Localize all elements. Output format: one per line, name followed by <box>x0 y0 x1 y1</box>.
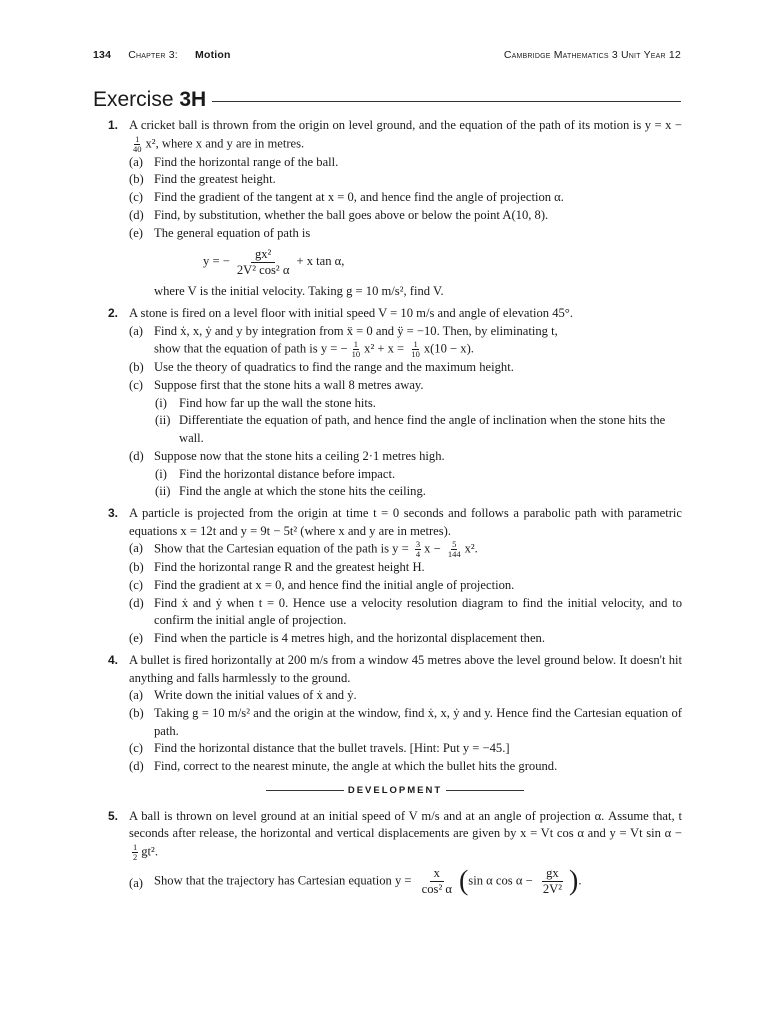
part-e <box>129 225 682 243</box>
fraction-numerator: 5 <box>452 539 457 550</box>
stem-text: A cricket ball is thrown from the origin on level ground, and the equation of the path of its motion is y = x − <box>129 118 682 132</box>
part-c <box>129 577 682 595</box>
subpart-label: (i) <box>155 395 167 410</box>
part-label: (a) <box>129 688 143 703</box>
fraction-denominator: 2V² <box>542 881 562 896</box>
subpart-d-ii <box>129 483 682 501</box>
left-paren: ( <box>458 865 469 897</box>
part-label: (a) <box>129 875 143 890</box>
fraction-numerator: 3 <box>415 539 421 550</box>
question-3 <box>108 505 682 648</box>
part-text: Write down the initial values of ẋ and ẏ. <box>154 688 357 703</box>
question-number: 1. <box>108 118 119 132</box>
fraction <box>410 340 421 359</box>
part-a <box>129 323 682 360</box>
subpart-text: Differentiate the equation of path, and hence find the angle of inclination when the stone hits the wall. <box>179 413 666 446</box>
question-stem: A bullet is fired horizontally at 200 m/s from a window 45 metres above the level ground below. It doesn't hit anything and falls harmlessly to the ground. <box>129 652 682 685</box>
book-title: Cambridge Mathematics 3 Unit Year 12 <box>503 49 681 61</box>
fraction <box>418 866 456 897</box>
subpart-label: (ii) <box>155 484 171 499</box>
question-number: 4. <box>108 652 119 667</box>
text: show that the equation of path is y = − <box>154 341 348 356</box>
part-label: (d) <box>129 759 144 774</box>
chapter-label <box>128 49 230 61</box>
part-label: (e) <box>129 631 143 646</box>
part-text: Find the gradient at x = 0, and hence find the initial angle of projection. <box>154 578 515 593</box>
part-a <box>129 540 682 559</box>
part-text: Find the greatest height. <box>154 172 276 187</box>
divider-rule-right <box>446 790 524 791</box>
fraction <box>447 540 462 559</box>
text: x². <box>464 541 478 556</box>
fraction-denominator: 2 <box>133 851 138 862</box>
exercise-id: 3H <box>179 88 207 111</box>
part-text: The general equation of path is <box>154 225 311 240</box>
fraction <box>132 135 143 154</box>
question-5 <box>108 808 682 897</box>
part-label: (c) <box>129 190 143 205</box>
part-d <box>129 448 682 466</box>
fraction-denominator: 10 <box>411 349 420 360</box>
equation-lhs: y = − <box>203 254 230 269</box>
part-text: Find ẋ, x, ẏ and y by integration from ẍ = 0 and ÿ = −10. Then, by eliminating t, <box>154 323 558 338</box>
fraction-denominator: 144 <box>447 549 461 560</box>
question-number: 2. <box>108 305 119 320</box>
part-label: (b) <box>129 560 144 575</box>
question-2 <box>108 305 682 501</box>
part-b <box>129 705 682 740</box>
part-label: (c) <box>129 741 143 756</box>
text: x(10 − x). <box>423 341 474 356</box>
fraction-numerator: 1 <box>133 841 138 852</box>
fraction <box>539 866 566 897</box>
question-4 <box>108 652 682 776</box>
part-label: (b) <box>129 172 144 187</box>
fraction-numerator: gx² <box>251 247 275 263</box>
fraction-denominator: 10 <box>351 349 361 360</box>
question-stem: A stone is fired on a level floor with initial speed V = 10 m/s and angle of elevation 45°. <box>129 305 573 320</box>
part-text: Find ẋ and ẏ when t = 0. Hence use a velocity resolution diagram to find the initial velocity, and to confirm the initial angle of projection. <box>154 595 682 628</box>
part-label: (d) <box>129 595 144 610</box>
question-1 <box>108 117 682 301</box>
question-number: 3. <box>108 505 119 520</box>
part-label: (e) <box>129 225 143 240</box>
fraction <box>132 843 138 862</box>
part-text: Suppose first that the stone hits a wall 8 metres away. <box>154 378 424 393</box>
text: sin α cos α − <box>468 873 536 888</box>
fraction-numerator: 1 <box>135 133 140 144</box>
part-label: (a) <box>129 541 143 556</box>
fraction-denominator: 2V² cos² α <box>236 262 290 277</box>
text: Show that the Cartesian equation of the path is y = <box>154 541 412 556</box>
part-b <box>129 559 682 577</box>
part-text: Find, correct to the nearest minute, the angle at which the bullet hits the ground. <box>154 759 558 774</box>
display-equation <box>129 244 682 280</box>
text: x² + x = <box>364 341 408 356</box>
part-e-continuation: where V is the initial velocity. Taking g = 10 m/s², find V. <box>154 284 444 299</box>
text: Show that the trajectory has Cartesian equation y = <box>154 873 415 888</box>
part-b <box>129 171 682 189</box>
part-label: (c) <box>129 578 143 593</box>
part-c <box>129 740 682 758</box>
fraction <box>351 340 362 359</box>
part-label: (a) <box>129 154 143 169</box>
stem-text: A ball is thrown on level ground at an initial speed of V m/s and at an angle of projection α. Assume that, t seconds after release, the horizontal and vertical displacements are given by x = Vt cos α and y = Vt sin α − <box>129 808 682 841</box>
part-a <box>129 687 682 705</box>
text: . <box>578 873 582 888</box>
question-stem: A particle is projected from the origin at time t = 0 seconds and follows a parabolic path with parametric equations x = 12t and y = 9t − 5t² (where x and y are in metres). <box>129 505 682 538</box>
chapter-title: Motion <box>195 49 231 61</box>
part-label: (c) <box>129 378 143 393</box>
page-number: 134 <box>93 49 112 61</box>
question-stem <box>129 117 682 154</box>
subpart-c-i <box>129 395 682 413</box>
part-a <box>129 154 682 172</box>
fraction-numerator: gx <box>542 866 563 882</box>
part-c <box>129 189 682 207</box>
part-label: (b) <box>129 360 144 375</box>
development-label: DEVELOPMENT <box>347 784 443 796</box>
fraction <box>415 540 421 559</box>
part-c <box>129 377 682 395</box>
running-head-left <box>93 49 245 61</box>
fraction-denominator: cos² α <box>421 881 452 896</box>
equation-rhs: + x tan α, <box>296 254 345 269</box>
part-text: Use the theory of quadratics to find the range and the maximum height. <box>154 360 514 375</box>
part-label: (d) <box>129 448 144 463</box>
exercise-content <box>108 117 682 901</box>
part-text: Find when the particle is 4 metres high, and the horizontal displacement then. <box>154 631 546 646</box>
subpart-text: Find the horizontal distance before impact. <box>179 466 396 481</box>
part-label: (b) <box>129 705 144 720</box>
part-b <box>129 359 682 377</box>
part-text-line-2 <box>154 340 682 359</box>
subpart-c-ii <box>129 412 682 447</box>
text: x − <box>424 541 444 556</box>
fraction-denominator: 40 <box>133 143 142 154</box>
exercise-title <box>93 88 206 112</box>
part-d <box>129 207 682 225</box>
question-number: 5. <box>108 808 119 823</box>
part-text: Find the horizontal range R and the greatest height H. <box>154 560 425 575</box>
subpart-label: (i) <box>155 466 167 481</box>
stem-text-end: x², where x and y are in metres. <box>145 136 305 151</box>
part-text: Find the horizontal distance that the bullet travels. [Hint: Put y = −45.] <box>154 741 510 756</box>
part-text: Find the horizontal range of the ball. <box>154 154 339 169</box>
stem-text-end: gt². <box>141 844 158 859</box>
right-paren: ) <box>569 865 579 897</box>
part-d <box>129 758 682 776</box>
subpart-text: Find the angle at which the stone hits the ceiling. <box>179 484 426 499</box>
part-e <box>129 630 682 648</box>
exercise-prefix: Exercise <box>93 88 180 111</box>
fraction-numerator: 1 <box>353 339 359 350</box>
equation-fraction <box>233 247 294 278</box>
question-stem <box>129 808 682 862</box>
part-text: Suppose now that the stone hits a ceiling 2·1 metres high. <box>154 448 445 463</box>
fraction-numerator: x <box>430 866 444 882</box>
chapter-label-text: Chapter 3: <box>128 49 178 61</box>
part-text: Find, by substitution, whether the ball goes above or below the point A(10, 8). <box>154 207 549 222</box>
fraction-denominator: 4 <box>415 549 421 560</box>
subpart-text: Find how far up the wall the stone hits. <box>179 395 376 410</box>
divider-rule-left <box>266 790 344 791</box>
subpart-label: (ii) <box>155 413 171 428</box>
part-d <box>129 595 682 630</box>
running-head <box>93 49 681 61</box>
fraction-numerator: 1 <box>413 339 418 350</box>
heading-rule <box>212 100 681 102</box>
part-text: Find the gradient of the tangent at x = 0, and hence find the angle of projection α. <box>154 190 564 205</box>
part-label: (a) <box>129 323 143 338</box>
part-label: (d) <box>129 207 144 222</box>
exercise-heading <box>93 88 681 112</box>
part-text: Taking g = 10 m/s² and the origin at the window, find ẋ, x, ẏ and y. Hence find the Cartesian equation of path. <box>154 705 682 738</box>
development-divider <box>108 782 682 800</box>
part-a <box>129 866 682 897</box>
subpart-d-i <box>129 466 682 484</box>
